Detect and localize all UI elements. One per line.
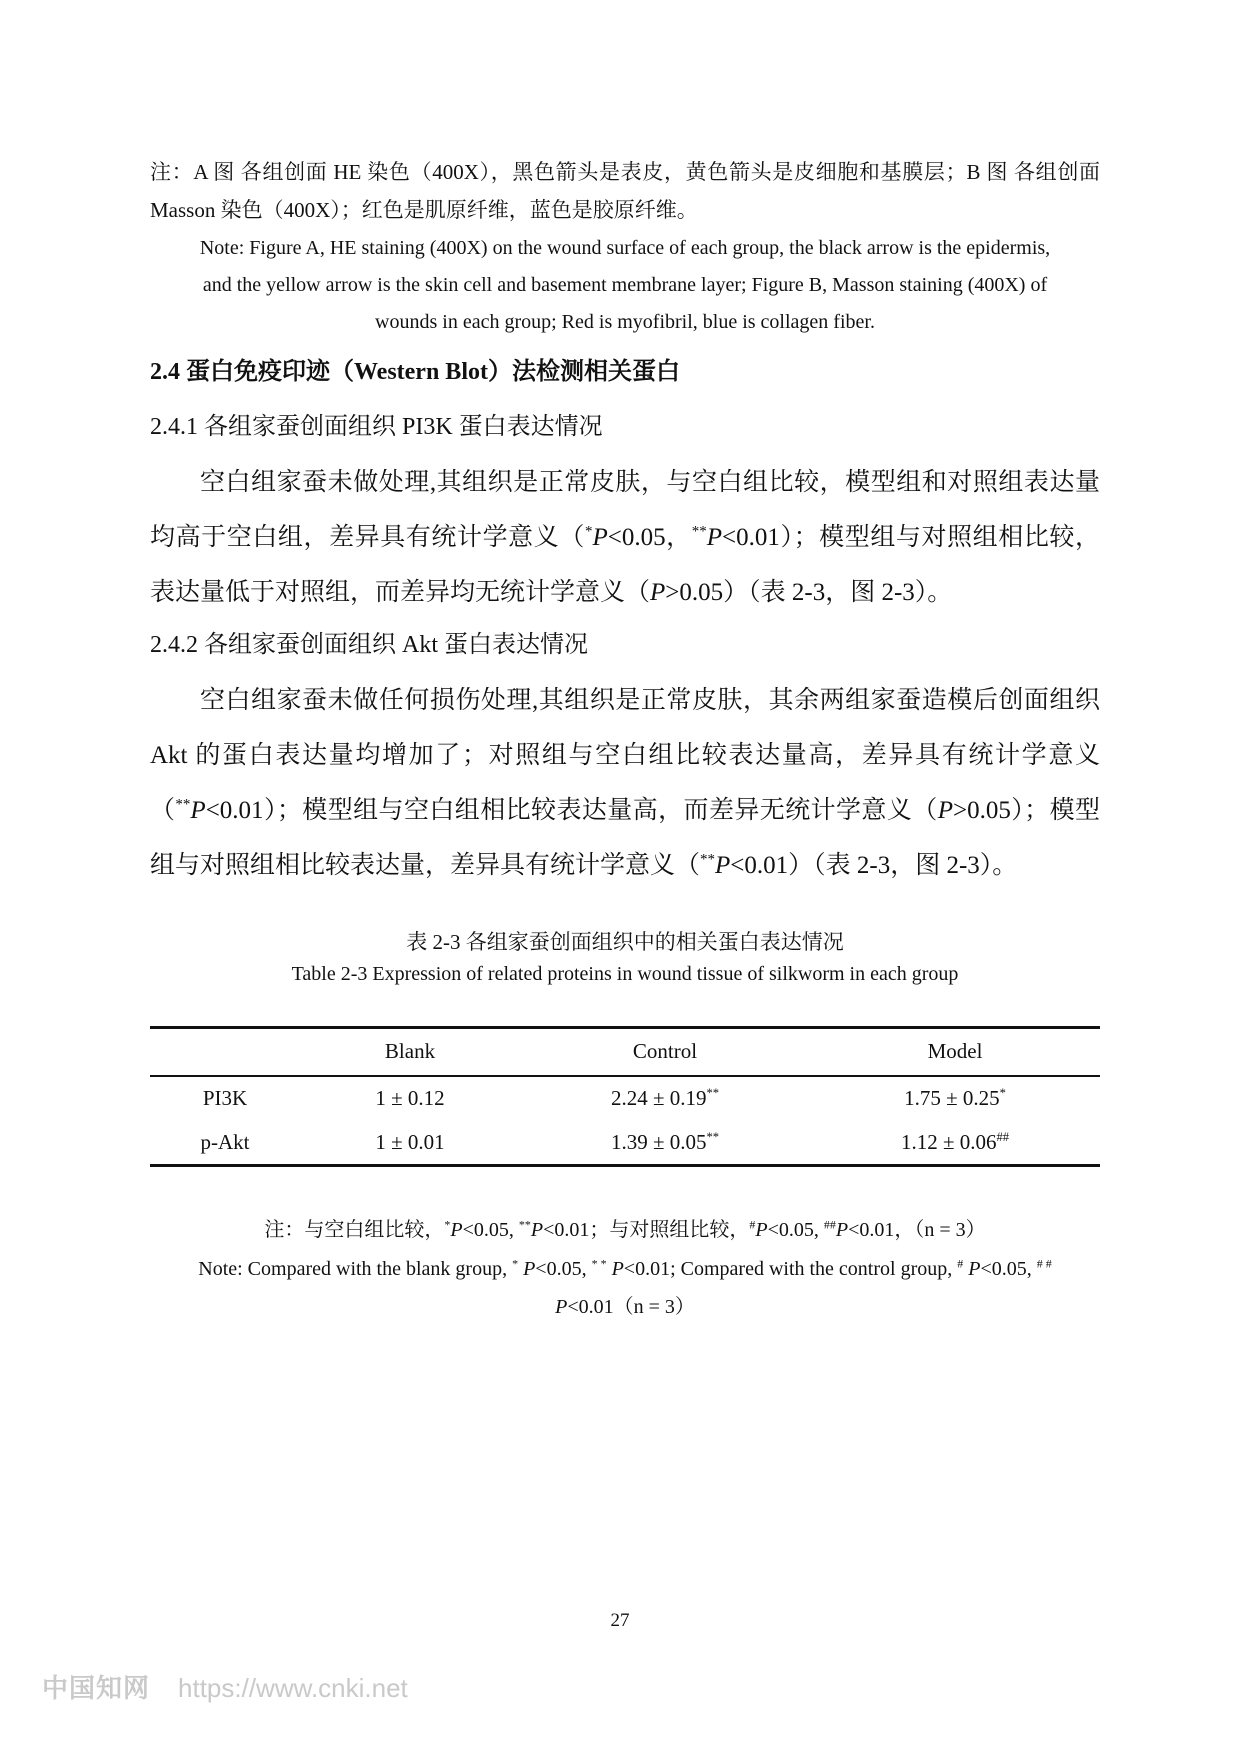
section-heading-2-4-2: 2.4.2 各组家蚕创面组织 Akt 蛋白表达情况 <box>150 632 588 658</box>
model-value-text: 1.12 ± 0.06 <box>900 1129 997 1154</box>
p-symbol: P <box>835 1219 849 1241</box>
figure-note-en-line3: wounds in each group; Red is myofibril, blue is collagen fiber. <box>375 311 875 333</box>
significance-mark: ## <box>823 1217 836 1232</box>
p-symbol: P <box>706 524 723 551</box>
row-label: PI3K <box>150 1076 300 1121</box>
blank-value: 1 ± 0.01 <box>300 1121 520 1166</box>
p-value: <0.05, <box>535 1258 587 1280</box>
p-symbol: P <box>715 852 731 879</box>
paragraph-akt <box>150 673 1100 893</box>
table-header-cell <box>150 1028 300 1076</box>
p-value: <0.01）；模型组与空白组相比较表达量高，而差异无统计学意义（ <box>205 797 938 824</box>
p-symbol: P <box>592 524 608 551</box>
significance-mark: ** <box>706 1129 720 1144</box>
cnki-logo: 中国知网 <box>42 1673 151 1703</box>
model-value-text: 1.75 ± 0.25 <box>904 1086 1000 1110</box>
p-value: <0.01）（表 2-3，图 2-3）。 <box>730 852 1018 879</box>
significance-mark: # <box>957 1256 964 1271</box>
page-number: 27 <box>610 1610 630 1631</box>
p-value: <0.01，（n = 3） <box>848 1219 986 1241</box>
significance-mark: ** <box>700 851 716 868</box>
p-symbol: P <box>611 1258 624 1280</box>
p-value: <0.05, <box>980 1258 1032 1280</box>
figure-note-en-line1: Note: Figure A, HE staining (400X) on the wound surface of each group, the black arrow is the epidermis, <box>199 237 1051 259</box>
p-value: <0.05, <box>767 1219 819 1241</box>
table-note-en-prefix: Note: Compared with the blank group, <box>198 1258 508 1280</box>
significance-mark: ** <box>175 796 191 813</box>
p-value: <0.01）；模型组与对照组相比较，表达量低于对照组，而差异均无统计学意义（ <box>150 524 1100 606</box>
model-value <box>810 1076 1100 1121</box>
figure-note-cn: 注：A 图 各组创面 HE 染色（400X），黑色箭头是表皮，黄色箭头是皮细胞和基膜层；B 图 各组创面 Masson 染色（400X）；红色是肌原纤维，蓝色是胶原纤维。 <box>150 160 1100 222</box>
cnki-watermark <box>42 1668 408 1705</box>
protein-expression-table <box>150 1026 1100 1167</box>
table-header-cell: Control <box>520 1028 810 1076</box>
p-symbol: P <box>937 797 953 824</box>
significance-mark: * * <box>591 1256 607 1271</box>
p-symbol: P <box>530 1219 544 1241</box>
p-symbol: P <box>190 797 206 824</box>
table-note-cn <box>150 1211 1100 1249</box>
significance-mark: * <box>444 1217 451 1232</box>
p-value: <0.05， <box>607 524 692 551</box>
paragraph-pi3k <box>150 455 1100 620</box>
p-value: <0.01（n = 3） <box>567 1296 695 1318</box>
significance-mark: * <box>999 1086 1006 1100</box>
significance-mark: ** <box>706 1086 720 1100</box>
control-value <box>520 1076 810 1121</box>
section-heading-2-4: 2.4 蛋白免疫印迹（Western Blot）法检测相关蛋白 <box>150 359 680 385</box>
significance-mark: * <box>584 523 593 540</box>
p-value: <0.01; Compared with the control group, <box>623 1258 953 1280</box>
cnki-url: https://www.cnki.net <box>178 1673 408 1703</box>
control-value-text: 1.39 ± 0.05 <box>610 1129 707 1154</box>
model-value <box>810 1121 1100 1166</box>
table-caption-en: Table 2-3 Expression of related proteins in wound tissue of silkworm in each group <box>291 963 959 985</box>
significance-mark: ** <box>691 523 707 540</box>
blank-value: 1 ± 0.12 <box>300 1076 520 1121</box>
table-note-cn-prefix: 注：与空白组比较， <box>264 1219 445 1241</box>
p-symbol: P <box>650 579 666 606</box>
p-symbol: P <box>523 1258 536 1280</box>
table-row <box>150 1121 1100 1166</box>
significance-mark: ## <box>996 1129 1010 1144</box>
significance-mark: # <box>749 1217 756 1232</box>
table-header-row <box>150 1028 1100 1076</box>
p-value: >0.05）（表 2-3，图 2-3）。 <box>665 579 953 606</box>
table-row <box>150 1076 1100 1121</box>
control-value-text: 2.24 ± 0.19 <box>610 1086 707 1110</box>
p-symbol: P <box>555 1296 568 1318</box>
section-heading-2-4-1: 2.4.1 各组家蚕创面组织 PI3K 蛋白表达情况 <box>150 414 603 440</box>
table-header-cell: Model <box>810 1028 1100 1076</box>
paragraph-pi3k-text1: 空白组家蚕未做处理,其组织是正常皮肤，与空白组比较，模型组和对照组表达量均高于空白组，差异具有统计学意义（ <box>150 469 1100 551</box>
figure-note-en-line2: and the yellow arrow is the skin cell and basement membrane layer; Figure B, Masson staining (400X) of <box>202 274 1048 296</box>
paragraph-akt-text1: 空白组家蚕未做任何损伤处理,其组织是正常皮肤，其余两组家蚕造模后创面组织 Akt 的蛋白表达量均增加了；对照组与空白组比较表达量高，差异具有统计学意义（ <box>150 687 1100 824</box>
p-value: >0.05）；模型组与对照组相比较表达量，差异具有统计学意义（ <box>150 797 1100 879</box>
significance-mark: * <box>512 1256 519 1271</box>
p-symbol: P <box>755 1219 768 1241</box>
significance-mark: ** <box>518 1217 531 1232</box>
p-value: <0.01；与对照组比较， <box>543 1219 750 1241</box>
table-note-en <box>150 1250 1100 1326</box>
p-symbol: P <box>450 1219 463 1241</box>
row-label: p-Akt <box>150 1121 300 1166</box>
control-value <box>520 1121 810 1166</box>
table-header-cell: Blank <box>300 1028 520 1076</box>
p-value: <0.05, <box>462 1219 514 1241</box>
p-symbol: P <box>968 1258 981 1280</box>
significance-mark: # # <box>1036 1256 1052 1271</box>
table-caption-cn: 表 2-3 各组家蚕创面组织中的相关蛋白表达情况 <box>406 930 844 954</box>
